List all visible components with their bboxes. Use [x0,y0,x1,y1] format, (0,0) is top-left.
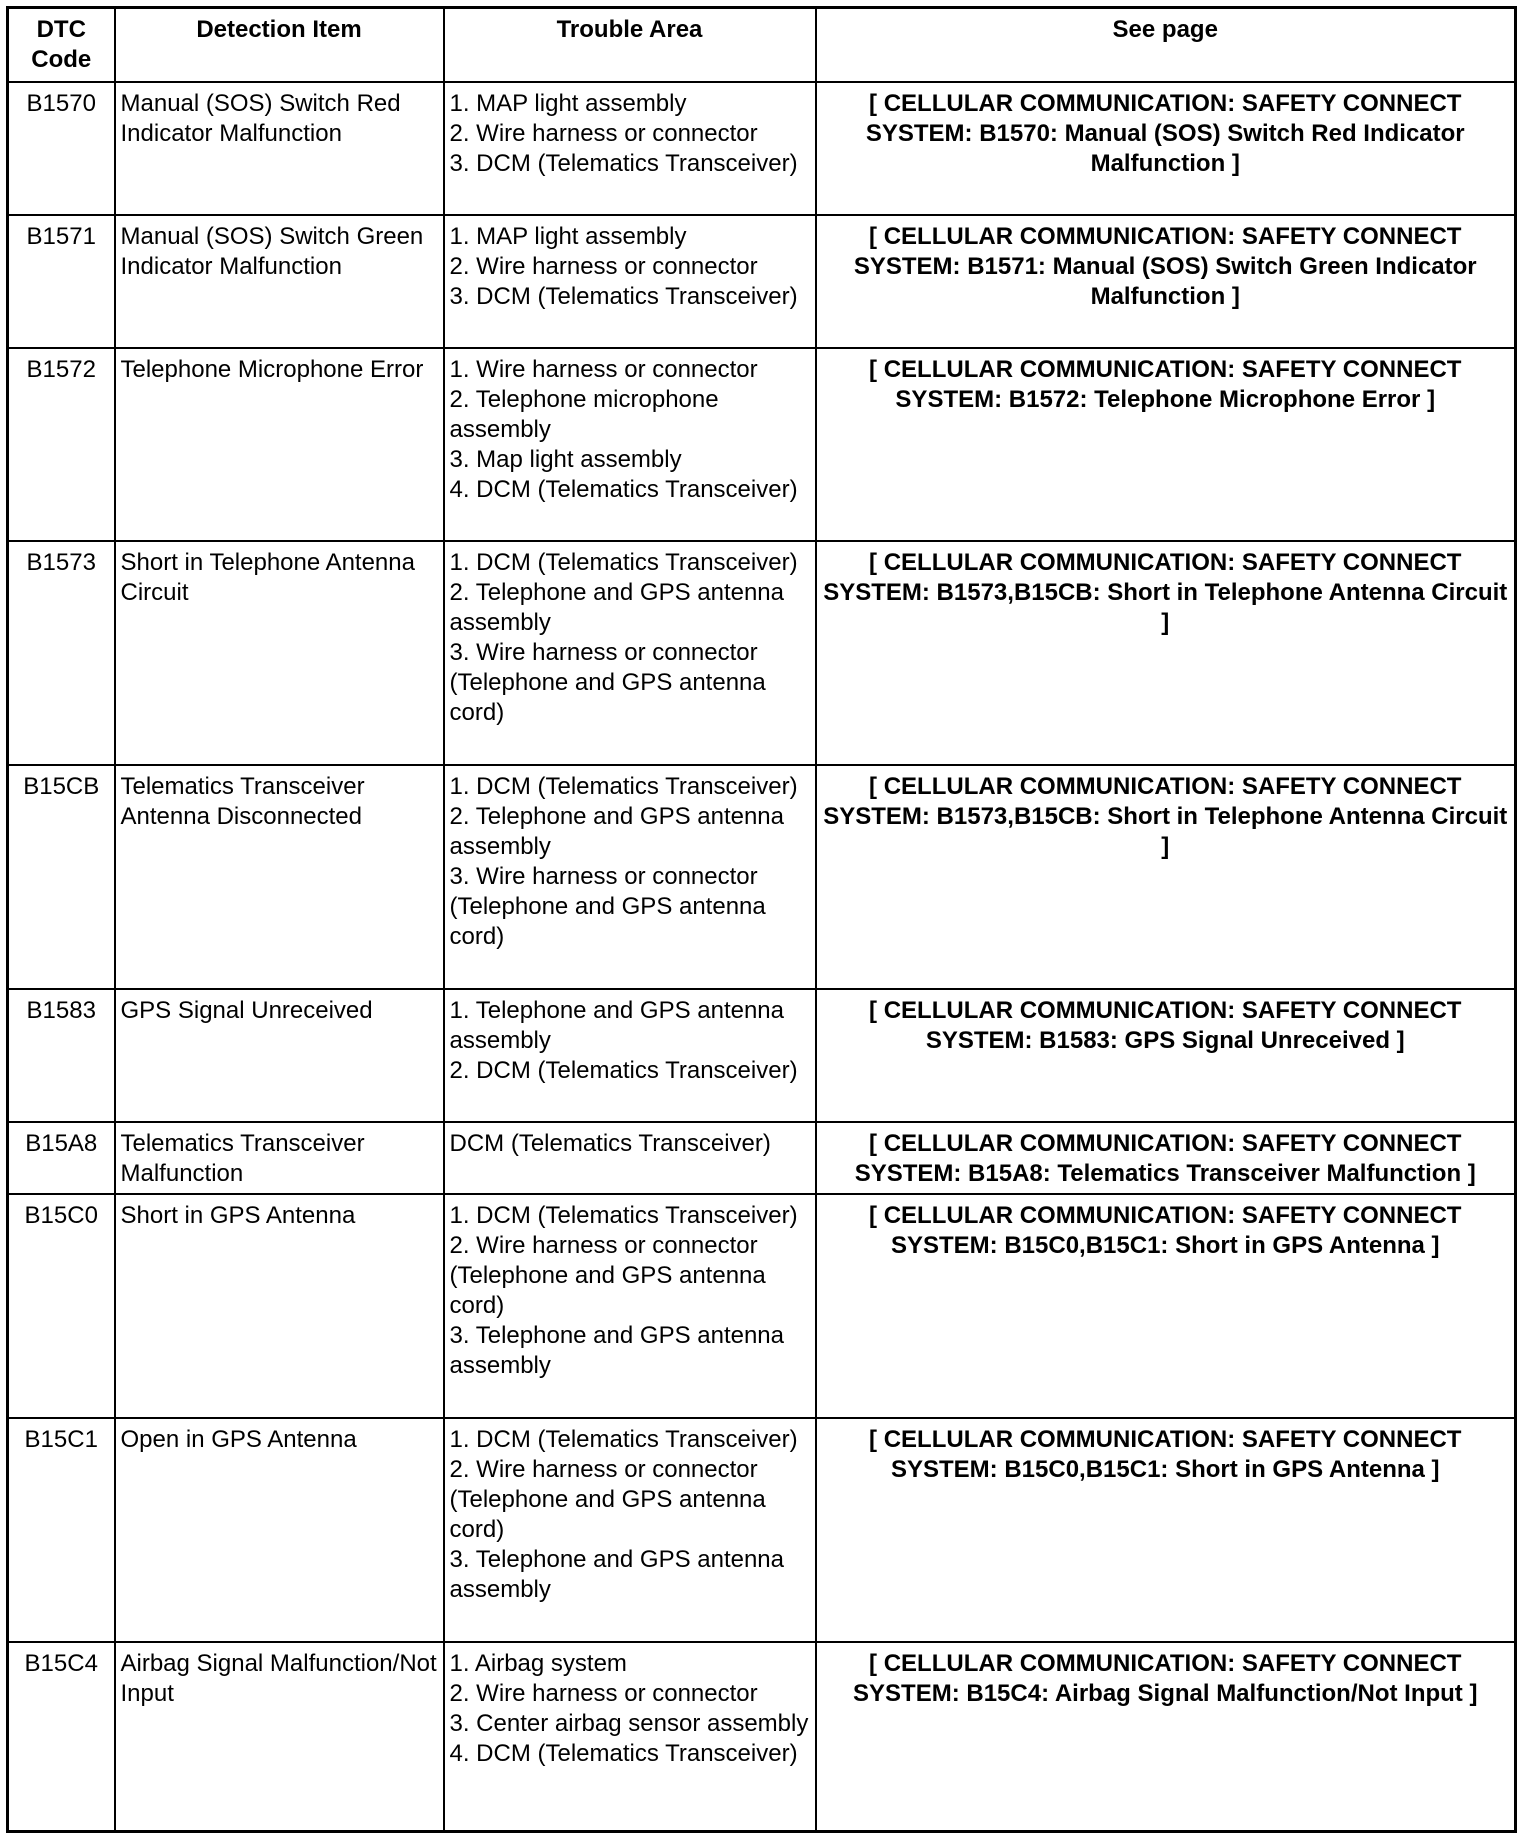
trouble-area-item: 3. Center airbag sensor assembly [449,1709,809,1737]
trouble-area-cell [444,765,816,989]
trouble-area-item: 2. Wire harness or connector (Telephone and GPS antenna cord) [449,1455,766,1543]
detection-item-cell: Telematics Transceiver Antenna Disconnected [115,765,444,989]
see-page-cell [816,82,1516,215]
trouble-area-cell [444,215,816,348]
table-row [8,765,1516,989]
trouble-area-item: 1. MAP light assembly [449,222,687,250]
trouble-area-cell [444,541,816,765]
trouble-area-cell [444,1194,816,1418]
see-page-cell [816,765,1516,989]
trouble-area-item: 2. Telephone and GPS antenna assembly [449,802,784,860]
table-row [8,215,1516,348]
trouble-area-item: 3. Telephone and GPS antenna assembly [449,1545,784,1603]
trouble-area-item: 2. Wire harness or connector [449,119,758,147]
table-row [8,541,1516,765]
trouble-area-cell [444,348,816,541]
header-trouble-area: Trouble Area [444,8,816,82]
see-page-cell [816,989,1516,1122]
table-row [8,1122,1516,1194]
header-dtc-code [8,8,115,82]
trouble-area-item: 3. DCM (Telematics Transceiver) [449,282,798,310]
trouble-area-item: 1. Telephone and GPS antenna assembly [449,996,784,1054]
trouble-area-item: 2. DCM (Telematics Transceiver) [449,1056,798,1084]
trouble-area-item: 1. Wire harness or connector [449,355,758,383]
dtc-code-cell: B15C4 [8,1642,115,1832]
trouble-area-item: 3. DCM (Telematics Transceiver) [449,149,798,177]
see-page-link[interactable]: [ CELLULAR COMMUNICATION: SAFETY CONNECT SYSTEM: B15A8: Telematics Transceiver Malfunction ] [854,1129,1476,1187]
header-see-page: See page [816,8,1516,82]
trouble-area-item: 1. DCM (Telematics Transceiver) [449,548,798,576]
dtc-code-cell: B1583 [8,989,115,1122]
trouble-area-item: 2. Wire harness or connector (Telephone and GPS antenna cord) [449,1231,766,1319]
dtc-code-cell: B1570 [8,82,115,215]
trouble-area-cell [444,1122,816,1194]
see-page-cell [816,348,1516,541]
trouble-area-item: 1. DCM (Telematics Transceiver) [449,772,798,800]
detection-item-cell: GPS Signal Unreceived [115,989,444,1122]
trouble-area-item: 2. Telephone microphone assembly [449,385,719,443]
dtc-table [6,6,1517,1833]
dtc-code-cell: B1572 [8,348,115,541]
see-page-cell [816,1194,1516,1418]
trouble-area-item: 1. DCM (Telematics Transceiver) [449,1201,798,1229]
dtc-code-cell: B15C0 [8,1194,115,1418]
see-page-cell [816,215,1516,348]
table-row [8,82,1516,215]
detection-item-cell: Airbag Signal Malfunction/Not Input [115,1642,444,1832]
trouble-area-cell [444,82,816,215]
header-dtc-code-line2: Code [31,46,92,73]
table-row [8,348,1516,541]
see-page-link[interactable]: [ CELLULAR COMMUNICATION: SAFETY CONNECT SYSTEM: B1572: Telephone Microphone Error ] [869,355,1462,413]
see-page-link[interactable]: [ CELLULAR COMMUNICATION: SAFETY CONNECT SYSTEM: B15C0,B15C1: Short in GPS Antenna ] [869,1425,1462,1483]
trouble-area-item: 3. Wire harness or connector (Telephone and GPS antenna cord) [449,862,766,950]
trouble-area-cell [444,1642,816,1832]
trouble-area-item: 1. MAP light assembly [449,89,687,117]
see-page-link[interactable]: [ CELLULAR COMMUNICATION: SAFETY CONNECT SYSTEM: B1573,B15CB: Short in Telephone Antenna Circuit ] [823,772,1508,860]
trouble-area-item: DCM (Telematics Transceiver) [449,1129,771,1157]
table-body [8,82,1516,1832]
trouble-area-item: 3. Wire harness or connector (Telephone and GPS antenna cord) [449,638,766,726]
see-page-link[interactable]: [ CELLULAR COMMUNICATION: SAFETY CONNECT SYSTEM: B15C4: Airbag Signal Malfunction/Not Input ] [853,1649,1478,1707]
table-row [8,1418,1516,1642]
see-page-link[interactable]: [ CELLULAR COMMUNICATION: SAFETY CONNECT SYSTEM: B1571: Manual (SOS) Switch Green Indicator Malfunction ] [853,222,1477,310]
header-dtc-code-line1: DTC [36,16,86,43]
detection-item-cell: Manual (SOS) Switch Red Indicator Malfunction [115,82,444,215]
dtc-code-cell: B15CB [8,765,115,989]
detection-item-cell: Open in GPS Antenna [115,1418,444,1642]
see-page-cell [816,1418,1516,1642]
trouble-area-item: 3. Map light assembly [449,445,682,473]
dtc-code-cell: B1571 [8,215,115,348]
trouble-area-item: 2. Wire harness or connector [449,252,758,280]
see-page-cell [816,541,1516,765]
detection-item-cell: Telephone Microphone Error [115,348,444,541]
detection-item-cell: Manual (SOS) Switch Green Indicator Malfunction [115,215,444,348]
trouble-area-item: 4. DCM (Telematics Transceiver) [449,475,798,503]
header-row [8,8,1516,82]
detection-item-cell: Short in Telephone Antenna Circuit [115,541,444,765]
trouble-area-item: 4. DCM (Telematics Transceiver) [449,1739,798,1767]
see-page-cell [816,1642,1516,1832]
trouble-area-item: 1. Airbag system [449,1649,627,1677]
detection-item-cell: Short in GPS Antenna [115,1194,444,1418]
see-page-cell [816,1122,1516,1194]
table-row [8,989,1516,1122]
see-page-link[interactable]: [ CELLULAR COMMUNICATION: SAFETY CONNECT SYSTEM: B1573,B15CB: Short in Telephone Antenna Circuit ] [823,548,1508,636]
trouble-area-item: 2. Wire harness or connector [449,1679,758,1707]
table-row [8,1642,1516,1832]
trouble-area-item: 2. Telephone and GPS antenna assembly [449,578,784,636]
detection-item-cell: Telematics Transceiver Malfunction [115,1122,444,1194]
trouble-area-item: 1. DCM (Telematics Transceiver) [449,1425,798,1453]
table-row [8,1194,1516,1418]
dtc-code-cell: B1573 [8,541,115,765]
see-page-link[interactable]: [ CELLULAR COMMUNICATION: SAFETY CONNECT SYSTEM: B1583: GPS Signal Unreceived ] [869,996,1462,1054]
dtc-code-cell: B15A8 [8,1122,115,1194]
see-page-link[interactable]: [ CELLULAR COMMUNICATION: SAFETY CONNECT SYSTEM: B15C0,B15C1: Short in GPS Antenna ] [869,1201,1462,1259]
see-page-link[interactable]: [ CELLULAR COMMUNICATION: SAFETY CONNECT SYSTEM: B1570: Manual (SOS) Switch Red Indicator Malfunction ] [865,89,1465,177]
header-detection-item: Detection Item [115,8,444,82]
trouble-area-cell [444,1418,816,1642]
dtc-code-cell: B15C1 [8,1418,115,1642]
trouble-area-item: 3. Telephone and GPS antenna assembly [449,1321,784,1379]
trouble-area-cell [444,989,816,1122]
